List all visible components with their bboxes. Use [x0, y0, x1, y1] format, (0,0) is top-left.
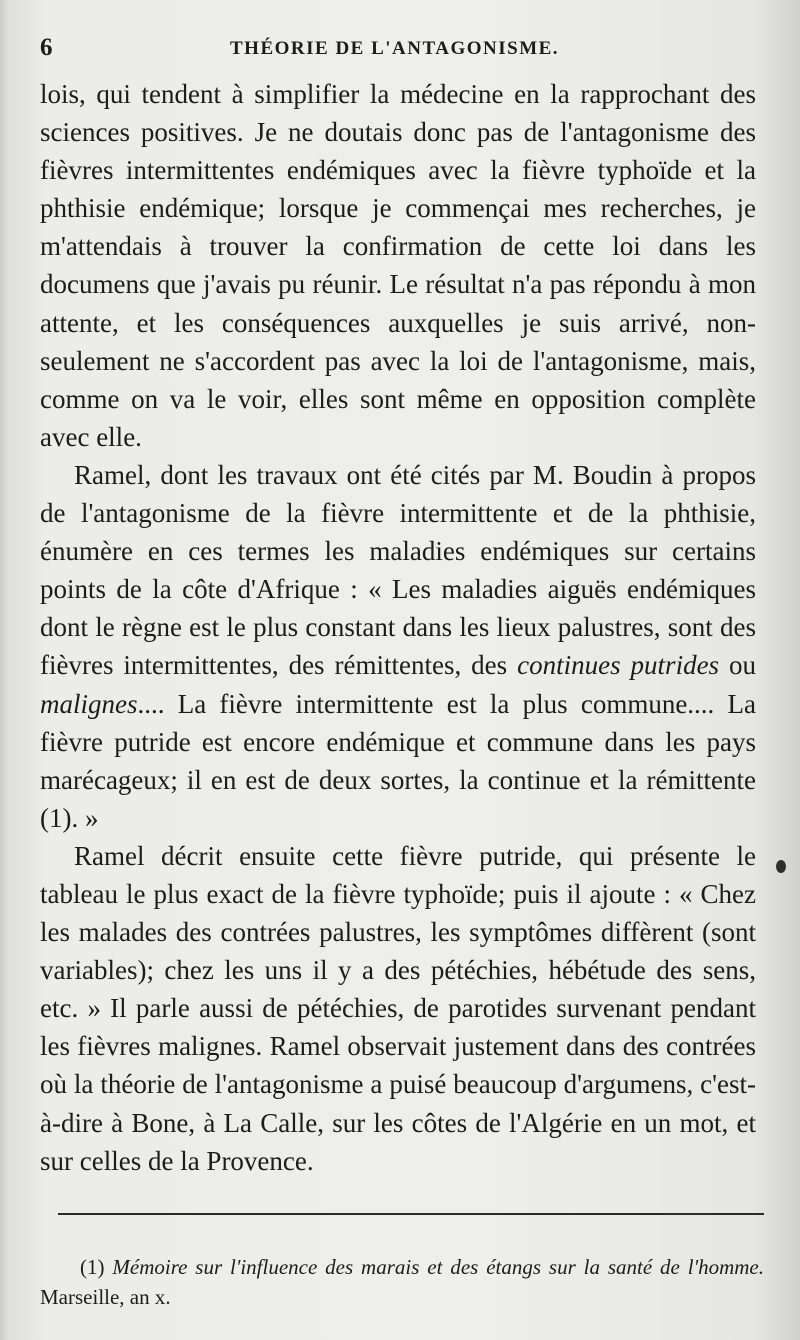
- footnote-1: [40, 1252, 764, 1312]
- paragraph-2-text-b: ou: [719, 650, 757, 681]
- paragraph-2-italic-1: continues putrides: [517, 650, 720, 681]
- page-header: [40, 30, 760, 70]
- paragraph-2-italic-2: malignes: [40, 688, 138, 719]
- paragraph-3: Ramel décrit ensuite cette fièvre putride, qui présente le tableau le plus exact de la fièvre typhoïde; puis il ajoute : « Chez les malades des contrées palustres, les symptômes diffèrent (sont variables); chez les uns il y a des pétéchies, hébétude des sens, etc. » Il parle aussi de pétéchies, de parotides survenant pendant les fièvres malignes. Ramel observait justement dans des contrées où la théorie de l'antagonisme a puisé beaucoup d'argumens, c'est-à-dire à Bone, à La Calle, sur les côtes de l'Algérie en un mot, et sur celles de la Provence.: [40, 840, 756, 1176]
- paragraph-2-text-a: Ramel, dont les travaux ont été cités par M. Boudin à propos de l'antagonisme de la fièvre intermittente et de la phthisie, énumère en ces termes les maladies endémiques sur certains points de la côte d'Afrique : « Les maladies aiguës endémiques dont le règne est le plus constant dans les lieux palustres, sont des fièvres intermittentes, des rémittentes, des: [40, 459, 756, 681]
- paragraph-1: lois, qui tendent à simplifier la médecine en la rapprochant des sciences positives. Je ne doutais donc pas de l'antagonisme des fièvres intermittentes endémiques avec la fièvre typhoïde et la phthisie endémique; lorsque je commençai mes recherches, je m'attendais à trouver la confirmation de cette loi dans les documens que j'avais pu réunir. Le résultat n'a pas répondu à mon attente, et les conséquences auxquelles je suis arrivé, non-seulement ne s'accordent pas avec la loi de l'antagonisme, mais, comme on va le voir, elles sont même en opposition complète avec elle.: [40, 79, 756, 452]
- page-spine-shadow: [0, 0, 10, 1340]
- footnote-marker: (1): [80, 1255, 113, 1279]
- footnote-imprint: Marseille, an x.: [40, 1285, 171, 1309]
- main-text: [40, 75, 756, 1180]
- paragraph-2: [40, 456, 756, 837]
- footnote: [40, 1252, 764, 1312]
- binding-hole-mark: [776, 860, 786, 873]
- running-title: THÉORIE DE L'ANTAGONISME.: [230, 38, 560, 59]
- footnote-title: Mémoire sur l'influence des marais et des étangs sur la santé de l'homme.: [112, 1255, 764, 1279]
- page-number: 6: [40, 34, 53, 61]
- paragraph-2-text-c: .... La fièvre intermittente est la plus commune.... La fièvre putride est encore endémique et commune dans les pays marécageux; il en est de deux sortes, la continue et la rémittente (1). »: [40, 688, 756, 833]
- footnote-separator: [58, 1213, 764, 1215]
